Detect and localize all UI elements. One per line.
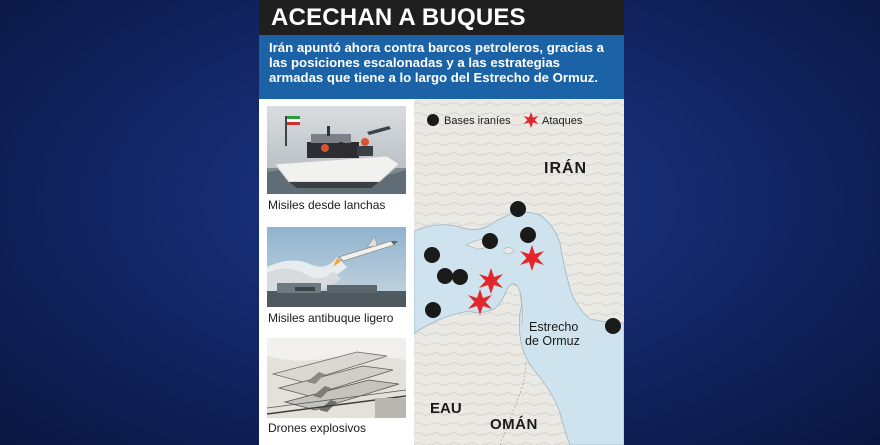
base-marker (510, 201, 526, 217)
label-strait-line1: Estrecho (529, 320, 579, 334)
weapons-column (259, 99, 414, 445)
legend-attacks-label: Ataques (542, 115, 583, 127)
infographic-title: ACECHAN A BUQUES (259, 0, 624, 35)
drones-photo (267, 338, 406, 426)
base-marker (482, 233, 498, 249)
legend-base-icon (427, 114, 439, 126)
base-marker (452, 269, 468, 285)
speedboat-photo (267, 106, 406, 194)
label-iran: IRÁN (544, 160, 588, 177)
photo-caption-boats: Misiles desde lanchas (268, 198, 386, 212)
base-marker (605, 318, 621, 334)
base-marker (425, 302, 441, 318)
base-marker (437, 268, 453, 284)
strait-of-hormuz-map (414, 99, 624, 445)
label-strait-line2: de Ormuz (525, 334, 580, 348)
label-uae: EAU (430, 400, 462, 417)
base-marker (520, 227, 536, 243)
infographic-subtitle: Irán apuntó ahora contra barcos petroleros, gracias a las posiciones escalonadas y a las estrategias armadas que tiene a lo largo del Estrecho de Ormuz. (259, 35, 624, 99)
infographic-panel (259, 0, 624, 445)
legend-bases-label: Bases iraníes (444, 115, 511, 127)
photo-caption-missiles: Misiles antibuque ligero (268, 311, 394, 325)
base-marker (424, 247, 440, 263)
label-oman: OMÁN (490, 416, 538, 433)
missile-launch-photo (267, 227, 406, 315)
photo-caption-drones: Drones explosivos (268, 421, 367, 435)
